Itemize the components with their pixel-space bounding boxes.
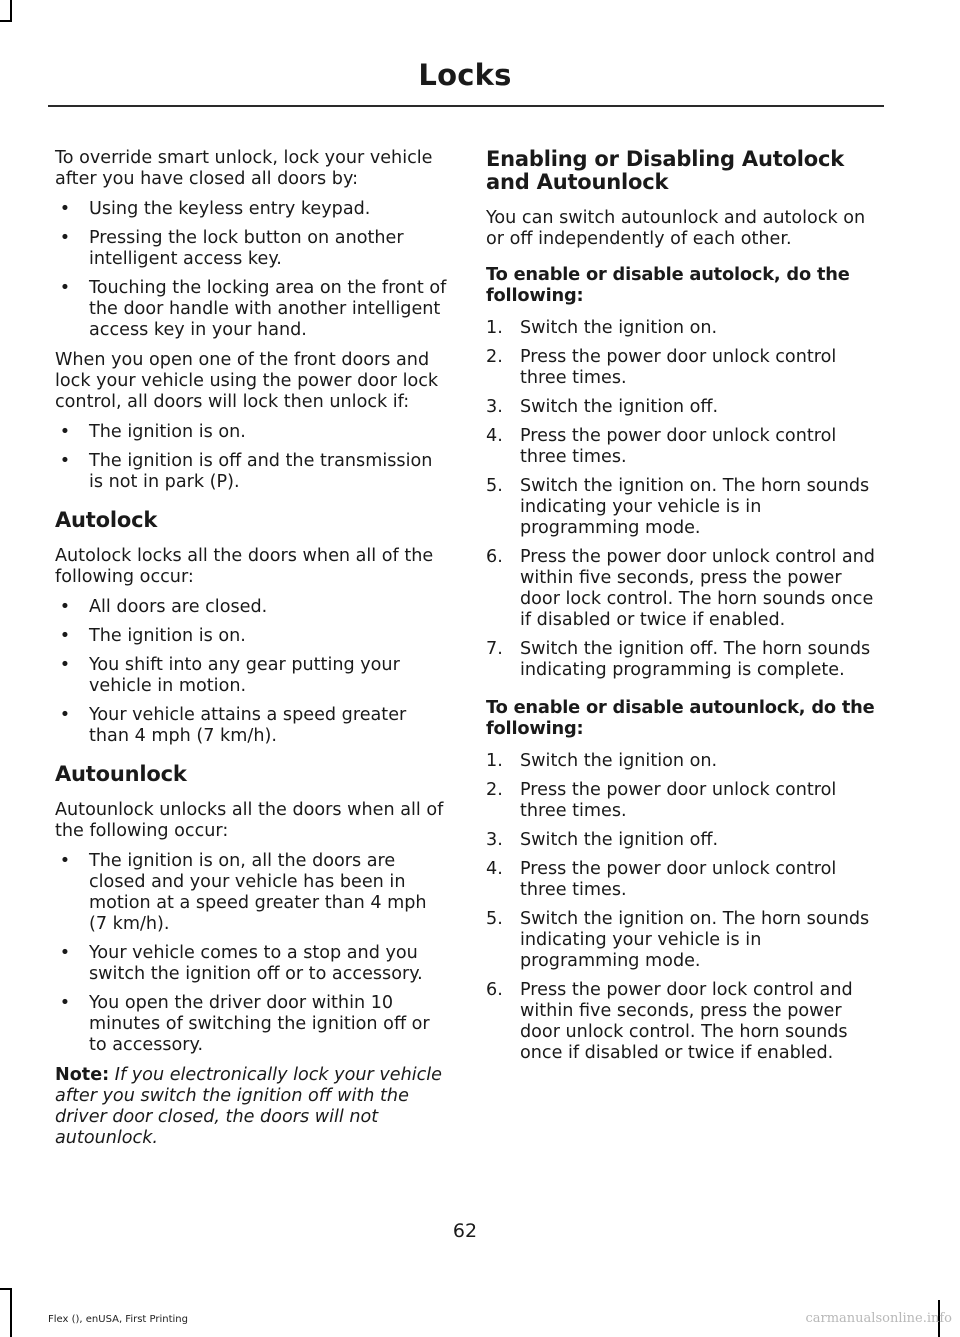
step-number: 6. [486, 547, 503, 567]
list-item-text: Using the keyless entry keypad. [89, 199, 371, 219]
enable-disable-heading: Enabling or Disabling Autolock and Autounlock [486, 147, 845, 194]
step-number: 6. [486, 980, 503, 1000]
step-item [486, 909, 879, 972]
section-title: Locks [418, 58, 512, 92]
list-item-text: The ignition is on. [89, 626, 246, 646]
bullet-marker: • [59, 851, 71, 871]
list-item [55, 626, 448, 647]
autounlock-intro: Autounlock unlocks all the doors when all of the following occur: [55, 800, 444, 841]
bullet-marker: • [59, 228, 71, 248]
step-item [486, 347, 879, 389]
page-number: 62 [452, 1220, 478, 1242]
bullet-marker: • [59, 597, 71, 617]
step-text: Press the power door unlock control three times. [520, 859, 837, 900]
list-item [55, 422, 448, 443]
crop-mark-bottom-left-v [10, 1290, 12, 1337]
watermark: carmanualsonline.info [805, 1311, 952, 1326]
step-item [486, 476, 879, 539]
bullet-marker: • [59, 943, 71, 963]
autolock-conditions [55, 597, 448, 747]
step-number: 2. [486, 780, 503, 800]
list-item-text: Your vehicle attains a speed greater than 4 mph (7 km/h). [89, 705, 407, 746]
list-item-text: Touching the locking area on the front of the door handle with another intelligent access key in your hand. [89, 278, 447, 340]
step-text: Switch the ignition on. The horn sounds indicating your vehicle is in programming mode. [520, 909, 870, 971]
step-text: Switch the ignition on. [520, 751, 718, 771]
list-item [55, 228, 448, 270]
list-item [55, 993, 448, 1056]
step-number: 3. [486, 830, 503, 850]
list-item-text: The ignition is on, all the doors are closed and your vehicle has been in motion at a speed greater than 4 mph (7 km/h). [89, 851, 427, 934]
step-text: Switch the ignition on. The horn sounds indicating your vehicle is in programming mode. [520, 476, 870, 538]
step-item [486, 859, 879, 901]
autolock-heading: Autolock [55, 508, 158, 532]
list-item [55, 199, 448, 220]
bullet-marker: • [59, 278, 71, 298]
step-number: 4. [486, 859, 503, 879]
bullet-marker: • [59, 626, 71, 646]
note [55, 1065, 448, 1149]
note-text: If you electronically lock your vehicle after you switch the ignition off with the driver door closed, the doors will not autounlock. [55, 1065, 442, 1148]
bullet-marker: • [59, 655, 71, 675]
step-number: 7. [486, 639, 503, 659]
list-item-text: The ignition is on. [89, 422, 246, 442]
step-text: Press the power door unlock control three times. [520, 426, 837, 467]
left-column [55, 148, 448, 1158]
note-label: Note: [55, 1065, 110, 1085]
step-text: Switch the ignition off. The horn sounds indicating programming is complete. [520, 639, 871, 680]
step-number: 4. [486, 426, 503, 446]
autounlock-subheading: To enable or disable autounlock, do the following: [486, 697, 875, 739]
enable-disable-intro: You can switch autounlock and autolock on or off independently of each other. [486, 208, 866, 249]
list-item-text: All doors are closed. [89, 597, 268, 617]
step-number: 2. [486, 347, 503, 367]
step-text: Switch the ignition off. [520, 397, 719, 417]
autolock-steps [486, 318, 879, 681]
step-text: Press the power door unlock control three times. [520, 347, 837, 388]
step-number: 3. [486, 397, 503, 417]
list-item-text: The ignition is off and the transmission is not in park (P). [89, 451, 433, 492]
step-item [486, 980, 879, 1064]
list-item [55, 943, 448, 985]
list-item-text: Your vehicle comes to a stop and you switch the ignition off or to accessory. [89, 943, 423, 984]
step-item [486, 426, 879, 468]
step-text: Switch the ignition off. [520, 830, 719, 850]
list-item [55, 597, 448, 618]
list-item [55, 705, 448, 747]
step-item [486, 780, 879, 822]
list-item [55, 655, 448, 697]
bullet-marker: • [59, 451, 71, 471]
step-item [486, 830, 879, 851]
front-door-paragraph: When you open one of the front doors and lock your vehicle using the power door lock control, all doors will lock then unlock if: [55, 350, 439, 412]
step-text: Switch the ignition on. [520, 318, 718, 338]
step-number: 1. [486, 318, 503, 338]
list-item [55, 278, 448, 341]
step-number: 1. [486, 751, 503, 771]
step-item [486, 751, 879, 772]
step-number: 5. [486, 909, 503, 929]
step-text: Press the power door lock control and within five seconds, press the power door unlock control. The horn sounds once if disabled or twice if enabled. [520, 980, 853, 1063]
step-text: Press the power door unlock control three times. [520, 780, 837, 821]
step-item [486, 397, 879, 418]
step-item [486, 639, 879, 681]
bullet-marker: • [59, 422, 71, 442]
footer-edition: Flex (), enUSA, First Printing [48, 1314, 188, 1325]
right-column [486, 148, 879, 1073]
crop-mark-top-left-v [10, 0, 12, 22]
step-item [486, 318, 879, 339]
list-item-text: Pressing the lock button on another intelligent access key. [89, 228, 404, 269]
bullet-marker: • [59, 705, 71, 725]
list-item [55, 851, 448, 935]
crop-mark-top-left-h [0, 20, 12, 22]
autolock-subheading: To enable or disable autolock, do the following: [486, 264, 850, 306]
crop-mark-bottom-left-h [0, 1288, 12, 1290]
step-number: 5. [486, 476, 503, 496]
header-divider [48, 105, 884, 107]
override-list [55, 199, 448, 341]
step-text: Press the power door unlock control and within five seconds, press the power door lock control. The horn sounds once if disabled or twice if enabled. [520, 547, 875, 630]
list-item-text: You open the driver door within 10 minutes of switching the ignition off or to accessory. [89, 993, 430, 1055]
override-intro: To override smart unlock, lock your vehicle after you have closed all doors by: [55, 148, 433, 189]
autolock-intro: Autolock locks all the doors when all of the following occur: [55, 546, 434, 587]
list-item [55, 451, 448, 493]
autounlock-steps [486, 751, 879, 1064]
list-item-text: You shift into any gear putting your vehicle in motion. [89, 655, 400, 696]
bullet-marker: • [59, 199, 71, 219]
front-door-list [55, 422, 448, 493]
step-item [486, 547, 879, 631]
autounlock-conditions [55, 851, 448, 1056]
bullet-marker: • [59, 993, 71, 1013]
autounlock-heading: Autounlock [55, 762, 187, 786]
